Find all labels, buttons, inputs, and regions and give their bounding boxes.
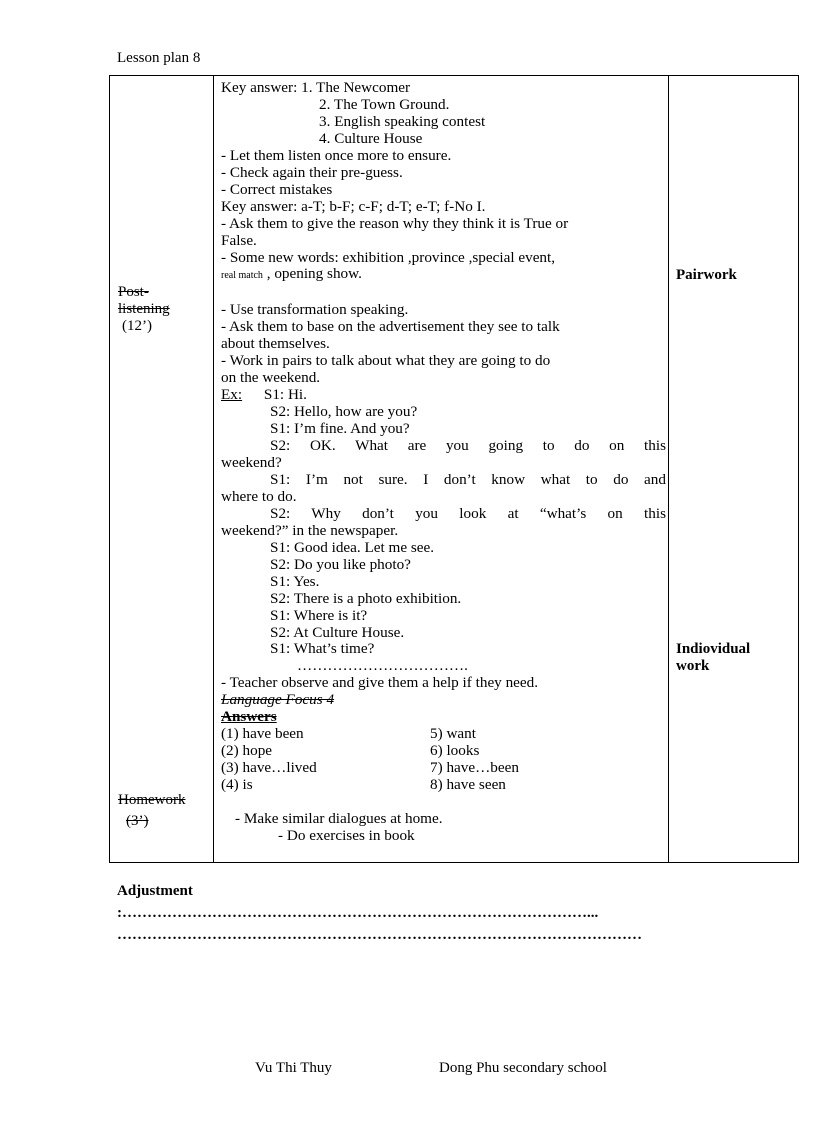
stage-post-listening-time: (12’): [122, 318, 152, 334]
teacher-observe: - Teacher observe and give them a help if they need.: [221, 674, 539, 692]
dialogue-dots: …………………………….: [297, 657, 468, 675]
base-line-1: - Ask them to base on the advertisement they see to talk: [221, 318, 560, 336]
stage-homework-label: Homework: [118, 792, 186, 808]
stage-homework: [118, 792, 186, 830]
stage-post-listening: [118, 284, 170, 335]
language-focus-title: Language Focus 4: [221, 691, 335, 709]
dialogue-s1-hi: S1: Hi.: [263, 386, 307, 404]
activities-column: [221, 80, 666, 845]
dialogue-line: where to do.: [221, 487, 297, 505]
answer-3: (3) have…lived: [221, 759, 317, 777]
lesson-table: [109, 75, 799, 863]
stage-homework-time: (3’): [126, 813, 149, 829]
dialogue-line: S2: At Culture House.: [270, 623, 405, 641]
dialogue-line: S1: I’m fine. And you?: [270, 420, 410, 438]
answer-8: 8) have seen: [430, 776, 506, 794]
mode-pairwork: Pairwork: [676, 267, 737, 283]
footer-school: Dong Phu secondary school: [439, 1060, 607, 1076]
adjustment-line-2: ……………………………………………………………………………………………: [117, 927, 642, 943]
base-line-2: about themselves.: [221, 335, 330, 353]
mode-individual-work: [676, 641, 750, 675]
answers-row: [221, 777, 666, 794]
spacer: [221, 794, 666, 811]
step-correct-mistakes: - Correct mistakes: [221, 180, 333, 198]
answers-label: Answers: [221, 708, 277, 726]
answer-7: 7) have…been: [430, 759, 519, 777]
stage-post-listening-line1: Post-: [118, 284, 149, 300]
adjustment-label: Adjustment: [117, 883, 193, 899]
answer-1: (1) have been: [221, 725, 304, 743]
transformation-speaking: - Use transformation speaking.: [221, 301, 409, 319]
dialogue-line: weekend?: [221, 453, 282, 471]
step-listen-again: - Let them listen once more to ensure.: [221, 146, 452, 164]
answer-5: 5) want: [430, 725, 476, 743]
dialogue-line: S1: Where is it?: [270, 606, 368, 624]
dialogue-line: S1: Yes.: [270, 572, 320, 590]
new-words-rest: , opening show.: [266, 265, 362, 283]
key-answer-3: 3. English speaking contest: [319, 112, 486, 130]
adjustment-line-1: :…………………………………………………………………………………...: [117, 905, 599, 921]
stage-post-listening-line2: listening: [118, 301, 170, 317]
dialogue-line: S2: Why don’t you look at “what’s on this: [270, 504, 666, 522]
mode-individual-line2: work: [676, 658, 710, 674]
reason-line-1: - Ask them to give the reason why they think it is True or: [221, 214, 569, 232]
page-header-title: Lesson plan 8: [117, 50, 201, 66]
new-words-small: real match: [221, 270, 263, 282]
answer-6: 6) looks: [430, 742, 480, 760]
mode-individual-line1: Indiovidual: [676, 641, 751, 657]
dialogue-line-1: [221, 387, 666, 404]
dialogue-line: S1: I’m not sure. I don’t know what to do and: [270, 470, 666, 488]
answer-2: (2) hope: [221, 742, 273, 760]
new-words-line-2: [221, 266, 666, 285]
column-divider-2: [668, 76, 669, 862]
key-answer-1: 1. The Newcomer: [301, 79, 411, 96]
spacer: [221, 285, 666, 302]
dialogue-line: weekend?” in the newspaper.: [221, 521, 399, 539]
step-check-guess: - Check again their pre-guess.: [221, 163, 403, 181]
dialogue-line: S1: Good idea. Let me see.: [270, 538, 435, 556]
key-answer-4: 4. Culture House: [319, 129, 423, 147]
key-answer-true-false: Key answer: a-T; b-F; c-F; d-T; e-T; f-No I.: [221, 197, 486, 215]
new-words-line-1: - Some new words: exhibition ,province ,special event,: [221, 248, 556, 266]
dialogue-line: S2: There is a photo exhibition.: [270, 589, 462, 607]
work-line-2: on the weekend.: [221, 369, 321, 387]
dialogue-line: S2: Do you like photo?: [270, 555, 411, 573]
footer-author: Vu Thi Thuy: [255, 1060, 332, 1076]
key-answer-2: 2. The Town Ground.: [319, 95, 450, 113]
dialogue-line: S2: Hello, how are you?: [270, 403, 418, 421]
adjustment-section: [117, 880, 642, 946]
dialogue-line: S1: What’s time?: [270, 640, 375, 658]
key-answer-prefix: Key answer:: [221, 79, 298, 96]
dialogue-line: S2: OK. What are you going to do on this: [270, 437, 666, 455]
answers-row: [221, 760, 666, 777]
answer-4: (4) is: [221, 776, 253, 794]
answers-row: [221, 726, 666, 743]
homework-task-2: - Do exercises in book: [278, 826, 415, 844]
reason-line-2: False.: [221, 231, 257, 249]
key-answer-row-1: [221, 80, 666, 97]
answers-row: [221, 743, 666, 760]
homework-task-1: - Make similar dialogues at home.: [235, 809, 443, 827]
column-divider-1: [213, 76, 214, 862]
example-label: Ex:: [221, 386, 243, 404]
work-line-1: - Work in pairs to talk about what they are going to do: [221, 352, 551, 370]
